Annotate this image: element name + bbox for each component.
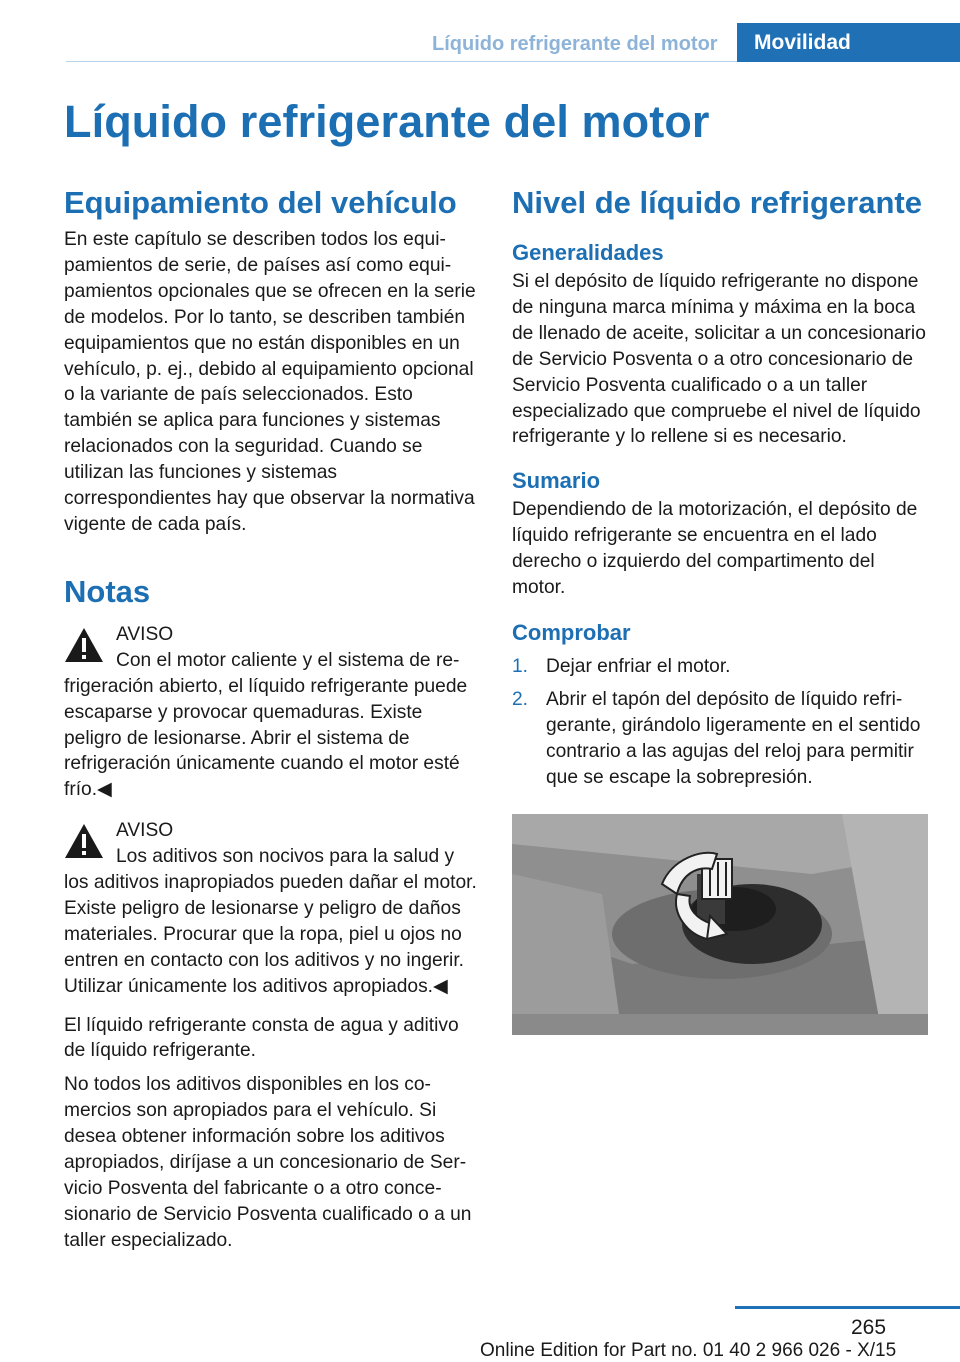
step-text: Abrir el tapón del depósito de líquido refrigerante, girándolo ligeramente en el sentido contrario a las agujas del reloj para permitir que se escape la sobrepresión.: [546, 688, 921, 788]
coolant-level-heading: Nivel de líquido refrigerante: [512, 185, 922, 220]
general-text: Si el depósito de líquido refrigerante no dispone de ninguna marca mínima y máxima en la boca de llenado de aceite, solicitar a un concesionario de Servicio Posventa o a otro concesionario de Servicio Posventa cualificado o a un taller especializado que compruebe el nivel de líquido refrigerante y lo rellene si es necesario.: [512, 271, 926, 448]
warning-2-text: Los aditivos son nocivos para la salud y los aditivos inapropiados pueden dañar el motor. Existe peligro de lesionarse y peligro de daños materiales. Procurar que la ropa, piel u ojos no entren en contacto con los aditivos y no ingerir. Utilizar únicamente los aditivos apropiados.◀: [64, 846, 477, 997]
summary-heading: Sumario: [512, 468, 601, 494]
right-column: [512, 183, 930, 1035]
warning-2-title: AVISO: [116, 820, 174, 842]
list-item: [512, 687, 930, 791]
step-number: 1.: [512, 655, 529, 677]
list-item: [512, 654, 930, 680]
paragraph-additives: No todos los aditivos disponibles en los comercios son apropiados para el vehículo. Si desea obtener información sobre los aditivos apropiados, diríjase a un concesionario de Servicio Posventa del fabricante o a otro concesionario de Servicio Posventa cualificado o a un taller especializado.: [64, 1074, 472, 1251]
warning-triangle-icon: [64, 627, 104, 663]
edition-text: Online Edition for Part no. 01 40 2 966 026 - X/15: [480, 1340, 897, 1361]
warning-block-1: [64, 622, 480, 803]
warning-1-title: AVISO: [116, 623, 174, 645]
summary-text: Dependiendo de la motorización, el depósito de líquido refrigerante se encuentra en el lado derecho o izquierdo del compartimento del motor.: [512, 499, 918, 599]
step-text: Dejar enfriar el motor.: [546, 655, 731, 677]
equipment-text: En este capítulo se describen todos los equipamientos de serie, de países así como equipamientos opcionales que se ofrecen en la serie de modelos. Por lo tanto, se describen también equipamientos que no están disponibles en un vehículo, p. ej., debido al equipamiento opcional o la variante de país seleccionados. Esto también se aplica para funciones y sistemas relacionados con la seguridad. Cuando se utilizan las funciones y sistemas correspondientes hay que observar la normativa vigente de cada país.: [64, 229, 476, 535]
header-chapter-tab: Movilidad: [737, 23, 960, 62]
check-steps: [512, 654, 930, 791]
warning-block-2: [64, 818, 480, 999]
page-title: Líquido refrigerante del motor: [64, 96, 710, 147]
page-number: 265: [851, 1316, 887, 1339]
left-column: [64, 183, 480, 1254]
step-number: 2.: [512, 688, 529, 710]
warning-triangle-icon: [64, 823, 104, 859]
coolant-reservoir-photo: [512, 814, 928, 1035]
paragraph-coolant-composition: El líquido refrigerante consta de agua y aditivo de líquido refrigerante.: [64, 1014, 459, 1062]
equipment-heading: Equipamiento del vehículo: [64, 185, 457, 220]
footer-rule: [735, 1306, 960, 1309]
header-section-title: Líquido refrigerante del motor: [432, 33, 718, 55]
general-heading: Generalidades: [512, 240, 664, 265]
check-heading: Comprobar: [512, 619, 631, 645]
warning-1-text: Con el motor caliente y el sistema de refrigeración abierto, el líquido refrigerante puede escaparse y provocar quemaduras. Existe peligro de lesionarse. Abrir el sistema de refrigeración únicamente cuando el motor esté frío.◀: [64, 649, 468, 801]
notes-heading: Notas: [64, 573, 151, 609]
